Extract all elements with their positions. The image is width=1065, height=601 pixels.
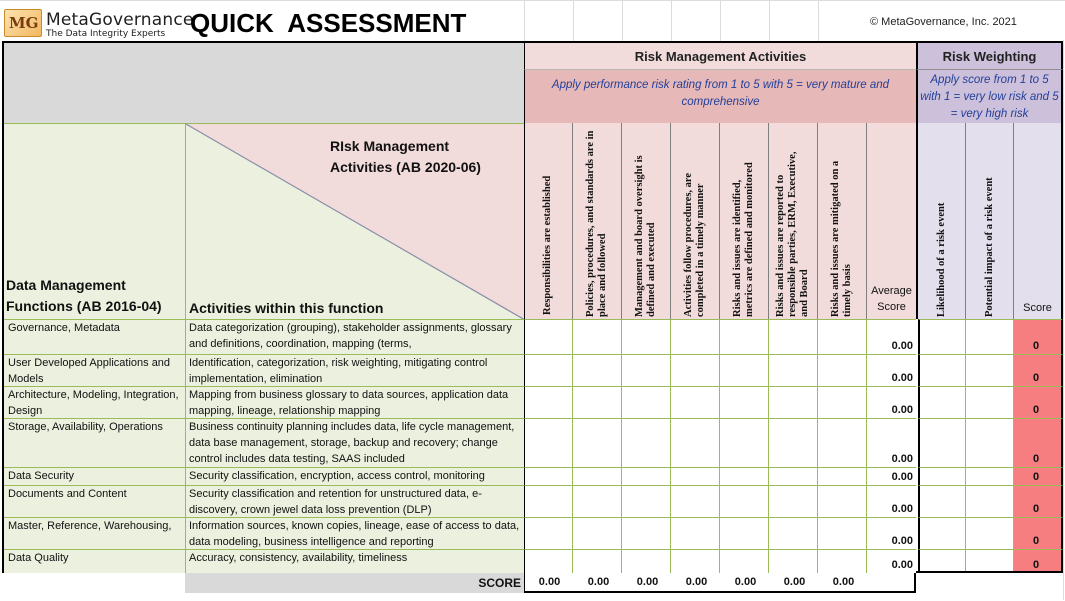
rma-col-1-label: Responsibilities are established bbox=[542, 175, 553, 315]
function-cell: Master, Reference, Warehousing, bbox=[4, 517, 185, 549]
activities-cell: Identification, categorization, risk weighting, mitigating control implementation, elimination bbox=[185, 354, 524, 386]
rma-col-7-label: Risks and issues are mitigated on a timely basis bbox=[830, 160, 853, 317]
rating-input-cell[interactable] bbox=[720, 485, 769, 517]
rating-input-cell[interactable] bbox=[573, 467, 622, 485]
rating-input-cell[interactable] bbox=[573, 549, 622, 573]
diagonal-header bbox=[185, 123, 524, 319]
likelihood-input-cell[interactable] bbox=[918, 418, 966, 467]
rating-input-cell[interactable] bbox=[524, 319, 573, 354]
logo-tagline: The Data Integrity Experts bbox=[46, 29, 166, 39]
risk-score-cell: 0 bbox=[1014, 319, 1063, 354]
impact-input-cell[interactable] bbox=[966, 386, 1014, 418]
rating-input-cell[interactable] bbox=[573, 485, 622, 517]
rating-input-cell[interactable] bbox=[769, 319, 818, 354]
rating-input-cell[interactable] bbox=[573, 354, 622, 386]
footer-score-3: 0.00 bbox=[636, 576, 659, 588]
activities-cell: Security classification and retention for unstructured data, e-discovery, crown jewel data loss prevention (DLP) bbox=[185, 485, 524, 517]
average-score-cell: 0.00 bbox=[867, 485, 916, 517]
rating-input-cell[interactable] bbox=[524, 354, 573, 386]
rma-instruction-box bbox=[524, 70, 916, 123]
rating-input-cell[interactable] bbox=[622, 549, 671, 573]
risk-score-cell: 0 bbox=[1014, 386, 1063, 418]
risk-score-cell: 0 bbox=[1014, 549, 1063, 573]
weighting-column-2 bbox=[966, 123, 1014, 319]
weighting-heading: Risk Weighting bbox=[942, 49, 1037, 64]
functions-header bbox=[4, 123, 185, 319]
rating-input-cell[interactable] bbox=[720, 418, 769, 467]
risk-score-cell: 0 bbox=[1014, 485, 1063, 517]
weighting-col-1-label: Likelihood of a risk event bbox=[935, 202, 947, 317]
diagonal-label: RIsk Management Activities (AB 2020-06) bbox=[330, 138, 481, 175]
rating-input-cell[interactable] bbox=[671, 485, 720, 517]
rating-input-cell[interactable] bbox=[720, 354, 769, 386]
rating-input-cell[interactable] bbox=[818, 467, 867, 485]
rma-column-6 bbox=[769, 123, 818, 319]
rating-input-cell[interactable] bbox=[524, 418, 573, 467]
rating-input-cell[interactable] bbox=[671, 467, 720, 485]
footer-score-6: 0.00 bbox=[783, 576, 806, 588]
function-cell: User Developed Applications and Models bbox=[4, 354, 185, 386]
likelihood-input-cell[interactable] bbox=[918, 319, 966, 354]
weighting-column-1 bbox=[918, 123, 966, 319]
score-row-cells bbox=[524, 573, 916, 593]
activities-cell: Information sources, known copies, lineage, ease of access to data, data modeling, business intelligence and reporting bbox=[185, 517, 524, 549]
rating-input-cell[interactable] bbox=[818, 354, 867, 386]
rating-input-cell[interactable] bbox=[818, 418, 867, 467]
function-cell: Data Security bbox=[4, 467, 185, 485]
rating-input-cell[interactable] bbox=[769, 549, 818, 573]
rating-input-cell[interactable] bbox=[622, 386, 671, 418]
impact-input-cell[interactable] bbox=[966, 319, 1014, 354]
rating-input-cell[interactable] bbox=[671, 386, 720, 418]
rating-input-cell[interactable] bbox=[671, 354, 720, 386]
footer-score-label: SCORE bbox=[478, 576, 521, 590]
footer-score-2: 0.00 bbox=[587, 576, 610, 588]
rma-column-4 bbox=[671, 123, 720, 319]
rating-input-cell[interactable] bbox=[671, 517, 720, 549]
likelihood-input-cell[interactable] bbox=[918, 467, 966, 485]
rating-input-cell[interactable] bbox=[622, 319, 671, 354]
rma-col-2-label: Policies, procedures, and standards are in place and followed bbox=[585, 130, 608, 317]
impact-input-cell[interactable] bbox=[966, 549, 1014, 573]
rating-input-cell[interactable] bbox=[818, 485, 867, 517]
rating-input-cell[interactable] bbox=[622, 418, 671, 467]
rating-input-cell[interactable] bbox=[524, 517, 573, 549]
likelihood-input-cell[interactable] bbox=[918, 517, 966, 549]
rma-column-5 bbox=[720, 123, 769, 319]
weighting-col-2-label: Potential impact of a risk event bbox=[983, 177, 995, 317]
copyright: © MetaGovernance, Inc. 2021 bbox=[870, 16, 1017, 28]
rating-input-cell[interactable] bbox=[818, 517, 867, 549]
activities-cell: Data categorization (grouping), stakeholder assignments, glossary and definitions, coordination, mapping (terms, bbox=[185, 319, 524, 354]
rating-input-cell[interactable] bbox=[622, 485, 671, 517]
function-cell: Storage, Availability, Operations bbox=[4, 418, 185, 467]
rating-input-cell[interactable] bbox=[769, 386, 818, 418]
average-score-label: Average Score bbox=[871, 285, 912, 313]
impact-input-cell[interactable] bbox=[966, 517, 1014, 549]
rating-input-cell[interactable] bbox=[769, 517, 818, 549]
activities-header-label: Activities within this function bbox=[189, 300, 384, 316]
average-score-cell: 0.00 bbox=[867, 319, 916, 354]
logo-name: MetaGovernance bbox=[46, 10, 194, 30]
rma-col-3-label: Management and board oversight is defined and executed bbox=[634, 155, 657, 317]
rating-input-cell[interactable] bbox=[720, 319, 769, 354]
logo bbox=[4, 7, 194, 41]
risk-score-cell: 0 bbox=[1014, 418, 1063, 467]
rma-col-6-label: Risks and issues are reported to responsible parties, ERM, Executive, and Board bbox=[775, 151, 810, 317]
function-cell: Data Quality bbox=[4, 549, 185, 573]
likelihood-input-cell[interactable] bbox=[918, 485, 966, 517]
activities-cell: Accuracy, consistency, availability, timeliness bbox=[185, 549, 524, 573]
impact-input-cell[interactable] bbox=[966, 418, 1014, 467]
score-header-label: Score bbox=[1023, 302, 1052, 314]
weighting-instruction: Apply score from 1 to 5 with 1 = very low risk and 5 = very high risk bbox=[920, 74, 1059, 120]
average-score-cell: 0.00 bbox=[867, 418, 916, 467]
rating-input-cell[interactable] bbox=[720, 386, 769, 418]
rma-instruction: Apply performance risk rating from 1 to 5 with 5 = very mature and comprehensive bbox=[551, 79, 890, 108]
rating-input-cell[interactable] bbox=[818, 386, 867, 418]
rating-input-cell[interactable] bbox=[769, 467, 818, 485]
rating-input-cell[interactable] bbox=[524, 386, 573, 418]
rma-header bbox=[524, 43, 916, 70]
average-score-cell: 0.00 bbox=[867, 549, 916, 573]
rating-input-cell[interactable] bbox=[622, 467, 671, 485]
rating-input-cell[interactable] bbox=[622, 517, 671, 549]
weighting-bottom-border bbox=[916, 571, 1063, 573]
function-cell: Architecture, Modeling, Integration, Design bbox=[4, 386, 185, 418]
rating-input-cell[interactable] bbox=[671, 319, 720, 354]
logo-mark-text: MG bbox=[9, 14, 39, 32]
average-score-cell: 0.00 bbox=[867, 517, 916, 549]
rating-input-cell[interactable] bbox=[720, 517, 769, 549]
rma-column-1 bbox=[524, 123, 573, 319]
activities-cell: Security classification, encryption, access control, monitoring bbox=[185, 467, 524, 485]
rating-input-cell[interactable] bbox=[720, 467, 769, 485]
gray-header-block bbox=[4, 43, 524, 123]
rating-input-cell[interactable] bbox=[769, 418, 818, 467]
rating-input-cell[interactable] bbox=[524, 467, 573, 485]
impact-input-cell[interactable] bbox=[966, 485, 1014, 517]
rating-input-cell[interactable] bbox=[769, 485, 818, 517]
score-header bbox=[1014, 123, 1061, 319]
rating-input-cell[interactable] bbox=[671, 418, 720, 467]
average-score-cell: 0.00 bbox=[867, 386, 916, 418]
footer-score-1: 0.00 bbox=[538, 576, 561, 588]
rma-col-5-label: Risks and issues are identified, metrics are defined and monitored bbox=[732, 162, 755, 317]
risk-score-cell: 0 bbox=[1014, 354, 1063, 386]
likelihood-input-cell[interactable] bbox=[918, 386, 966, 418]
impact-input-cell[interactable] bbox=[966, 467, 1014, 485]
impact-input-cell[interactable] bbox=[966, 354, 1014, 386]
rating-input-cell[interactable] bbox=[671, 549, 720, 573]
rating-input-cell[interactable] bbox=[769, 354, 818, 386]
weighting-instruction-box bbox=[916, 70, 1063, 123]
activities-cell: Business continuity planning includes data, life cycle management, data base management, storage, backup and recovery; change control includes data testing, SAAS included bbox=[185, 418, 524, 467]
rating-input-cell[interactable] bbox=[524, 485, 573, 517]
average-score-header bbox=[867, 123, 916, 319]
likelihood-input-cell[interactable] bbox=[918, 549, 966, 573]
score-row-gray bbox=[185, 573, 524, 593]
rma-column-3 bbox=[622, 123, 671, 319]
function-cell: Governance, Metadata bbox=[4, 319, 185, 354]
rating-input-cell[interactable] bbox=[818, 549, 867, 573]
average-score-cell: 0.00 bbox=[867, 354, 916, 386]
rating-input-cell[interactable] bbox=[573, 319, 622, 354]
rma-heading: Risk Management Activities bbox=[634, 49, 807, 64]
rma-col-4-label: Activities follow procedures, are completed in a timely manner bbox=[683, 172, 706, 317]
rating-input-cell[interactable] bbox=[720, 549, 769, 573]
rating-input-cell[interactable] bbox=[818, 319, 867, 354]
functions-header-label: Data Management Functions (AB 2016-04) bbox=[6, 277, 162, 314]
rma-column-7 bbox=[818, 123, 867, 319]
activities-cell: Mapping from business glossary to data sources, application data mapping, lineage, relationship mapping bbox=[185, 386, 524, 418]
rma-column-2 bbox=[573, 123, 622, 319]
average-score-cell: 0.00 bbox=[867, 467, 916, 485]
logo-mark-icon bbox=[4, 9, 42, 37]
footer-score-7: 0.00 bbox=[832, 576, 855, 588]
rating-input-cell[interactable] bbox=[573, 386, 622, 418]
footer-score-4: 0.00 bbox=[685, 576, 708, 588]
likelihood-input-cell[interactable] bbox=[918, 354, 966, 386]
footer-score-5: 0.00 bbox=[734, 576, 757, 588]
rating-input-cell[interactable] bbox=[573, 418, 622, 467]
rating-input-cell[interactable] bbox=[573, 517, 622, 549]
page-title: QUICK ASSESSMENT bbox=[190, 8, 467, 38]
weighting-header bbox=[916, 41, 1063, 70]
risk-score-cell: 0 bbox=[1014, 467, 1063, 485]
rating-input-cell[interactable] bbox=[622, 354, 671, 386]
risk-score-cell: 0 bbox=[1014, 517, 1063, 549]
rating-input-cell[interactable] bbox=[524, 549, 573, 573]
function-cell: Documents and Content bbox=[4, 485, 185, 517]
